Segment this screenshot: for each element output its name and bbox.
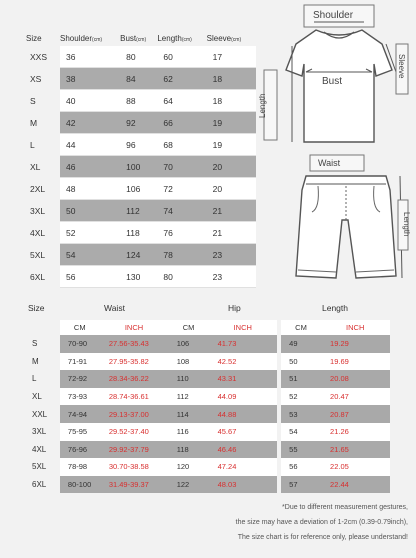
sleeve-cell: 21 [207,222,256,244]
length-cell: 64 [157,90,206,112]
bottom-size-header: Size [28,303,45,313]
hip-cm-cell: 108 [169,353,214,371]
hip-inch-cell: 48.03 [214,476,278,494]
shorts-illustration-icon [262,150,412,295]
hip-inch-cell: 44.88 [214,405,278,423]
bust-cell: 118 [120,222,157,244]
top-table-row [26,222,256,244]
waist-cm-cell: 74-94 [60,405,105,423]
shoulder-cell: 56 [60,266,120,288]
hip-cm-cell: 116 [169,423,214,441]
length-cm-cell: 54 [281,423,326,441]
bust-cell: 100 [120,156,157,178]
length-cm-cell: 53 [281,405,326,423]
sleeve-cell: 18 [207,68,256,90]
length-cell: 74 [157,200,206,222]
shoulder-cell: 46 [60,156,120,178]
sleeve-label: Sleeve [397,54,406,79]
waist-inch-cell: 30.70-38.58 [105,458,169,476]
size-cell: XXL [32,409,48,419]
length-inch-cell: 20.87 [326,405,390,423]
waist-cm-cell: 71-91 [60,353,105,371]
sleeve-cell: 19 [207,112,256,134]
length-cm-cell: 57 [281,476,326,494]
hip-inch-cell: 42.52 [214,353,278,371]
bust-cell: 106 [120,178,157,200]
note-line-1: *Due to different measurement gestures, [282,504,408,511]
disclaimer-note [78,500,408,545]
hip-inch-header: INCH [214,320,278,335]
bottom-size-table [26,320,390,493]
bust-cell: 80 [120,46,157,68]
size-cell: M [30,117,38,128]
shoulder-cell: 42 [60,112,120,134]
waist-cm-cell: 75-95 [60,423,105,441]
bust-cell: 92 [120,112,157,134]
bust-cell: 130 [120,266,157,288]
length-cm-header: CM [281,320,326,335]
hip-inch-cell: 45.67 [214,423,278,441]
shorts-diagram [262,150,412,295]
waist-cm-cell: 76-96 [60,441,105,459]
length-cm-cell: 51 [281,370,326,388]
col-bust-header: Bust(cm) [120,33,147,43]
size-cell: XXS [30,51,48,62]
sleeve-cell: 20 [207,178,256,200]
length-cell: 66 [157,112,206,134]
size-cell: S [30,95,36,106]
bottom-table-row [26,441,390,459]
bust-cell: 112 [120,200,157,222]
waist-cm-cell: 80-100 [60,476,105,494]
shoulder-cell: 36 [60,46,120,68]
top-table-row [26,134,256,156]
waist-cm-header: CM [60,320,105,335]
top-size-table [26,30,256,288]
bust-cell: 96 [120,134,157,156]
waist-inch-cell: 27.95-35.82 [105,353,169,371]
shoulder-cell: 44 [60,134,120,156]
top-table-row [26,90,256,112]
col-sleeve-header: Sleeve(cm) [206,33,242,43]
size-cell: 2XL [30,183,46,194]
sleeve-cell: 18 [207,90,256,112]
bottom-table-row [26,335,390,353]
sleeve-cell: 23 [207,266,256,288]
bust-cell: 88 [120,90,157,112]
length-cm-cell: 50 [281,353,326,371]
hip-inch-cell: 46.46 [214,441,278,459]
hip-cm-cell: 110 [169,370,214,388]
length-cell: 78 [157,244,206,266]
waist-inch-cell: 27.56-35.43 [105,335,169,353]
size-cell: XS [30,73,42,84]
hip-cm-cell: 122 [169,476,214,494]
bottom-table-row [26,370,390,388]
shoulder-cell: 40 [60,90,120,112]
hip-cm-cell: 106 [169,335,214,353]
length-cell: 80 [157,266,206,288]
length-cell: 62 [157,68,206,90]
length-inch-cell: 20.47 [326,388,390,406]
length-cell: 70 [157,156,206,178]
waist-inch-cell: 28.74-36.61 [105,388,169,406]
hip-cm-cell: 112 [169,388,214,406]
col-shoulder-header: Shoulder(cm) [60,33,103,43]
bottom-table-subheader [26,320,390,335]
sleeve-cell: 23 [207,244,256,266]
waist-cm-cell: 73-93 [60,388,105,406]
hip-inch-cell: 43.31 [214,370,278,388]
sleeve-cell: 19 [207,134,256,156]
waist-inch-header: INCH [105,320,169,335]
waist-inch-cell: 31.49-39.37 [105,476,169,494]
waist-inch-cell: 29.92-37.79 [105,441,169,459]
hip-inch-cell: 41.73 [214,335,278,353]
size-cell: 4XL [32,444,47,454]
sleeve-cell: 21 [207,200,256,222]
size-cell: S [32,339,38,349]
waist-inch-cell: 29.13-37.00 [105,405,169,423]
size-cell: 3XL [30,205,46,216]
hip-cm-cell: 120 [169,458,214,476]
length-cm-cell: 55 [281,441,326,459]
col-length-header: Length(cm) [157,33,192,43]
size-cell: 3XL [32,427,47,437]
length-inch-cell: 19.29 [326,335,390,353]
size-cell: 6XL [30,271,46,282]
hip-cm-cell: 114 [169,405,214,423]
bottom-table-row [26,388,390,406]
hip-inch-cell: 47.24 [214,458,278,476]
length-inch-cell: 21.65 [326,441,390,459]
length-cell: 76 [157,222,206,244]
hip-cm-cell: 118 [169,441,214,459]
length-inch-cell: 19.69 [326,353,390,371]
col-size-header: Size [26,33,42,43]
waist-inch-cell: 29.52-37.40 [105,423,169,441]
shorts-length-label: Length [402,212,411,237]
sleeve-cell: 17 [207,46,256,68]
bottom-table-row [26,423,390,441]
top-table-row [26,266,256,288]
size-cell: 5XL [30,249,46,260]
length-group-header: Length [322,303,348,313]
top-table-row [26,46,256,68]
size-cell: 6XL [32,480,47,490]
top-table-row [26,244,256,266]
bottom-table-row [26,476,390,494]
length-cell: 72 [157,178,206,200]
top-table-row [26,112,256,134]
size-cell: XL [30,161,41,172]
size-cell: XL [32,392,42,402]
top-table-row [26,68,256,90]
length-inch-cell: 22.44 [326,476,390,494]
shoulder-cell: 52 [60,222,120,244]
note-line-3: The size chart is for reference only, please understand! [237,534,408,541]
top-table-header [26,30,256,46]
length-inch-header: INCH [326,320,390,335]
waist-label: Waist [318,158,341,168]
shoulder-cell: 48 [60,178,120,200]
size-cell: 4XL [30,227,46,238]
top-table-row [26,156,256,178]
bust-label: Bust [322,76,343,87]
length-cell: 68 [157,134,206,156]
waist-cm-cell: 70-90 [60,335,105,353]
note-line-2: the size may have a deviation of 1-2cm (0.39-0.79inch), [235,519,408,526]
hip-group-header: Hip [228,303,241,313]
shoulder-cell: 38 [60,68,120,90]
bust-cell: 84 [120,68,157,90]
length-cm-cell: 56 [281,458,326,476]
top-table-row [26,178,256,200]
shoulder-label: Shoulder [313,10,354,21]
bottom-table-row [26,405,390,423]
waist-cm-cell: 78-98 [60,458,105,476]
waist-group-header: Waist [104,303,125,313]
size-cell: L [30,139,35,150]
length-cm-cell: 49 [281,335,326,353]
shirt-length-label: Length [258,93,267,118]
shoulder-cell: 54 [60,244,120,266]
size-cell: L [32,374,37,384]
size-cell: M [32,356,39,366]
length-cell: 60 [157,46,206,68]
bottom-table-row [26,353,390,371]
length-inch-cell: 20.08 [326,370,390,388]
shoulder-cell: 50 [60,200,120,222]
hip-cm-header: CM [169,320,214,335]
top-table-row [26,200,256,222]
length-cm-cell: 52 [281,388,326,406]
waist-cm-cell: 72-92 [60,370,105,388]
size-cell: 5XL [32,462,47,472]
waist-inch-cell: 28.34-36.22 [105,370,169,388]
length-inch-cell: 22.05 [326,458,390,476]
bust-cell: 124 [120,244,157,266]
bottom-table-row [26,458,390,476]
length-inch-cell: 21.26 [326,423,390,441]
sleeve-cell: 20 [207,156,256,178]
hip-inch-cell: 44.09 [214,388,278,406]
blank-cell [26,320,60,335]
